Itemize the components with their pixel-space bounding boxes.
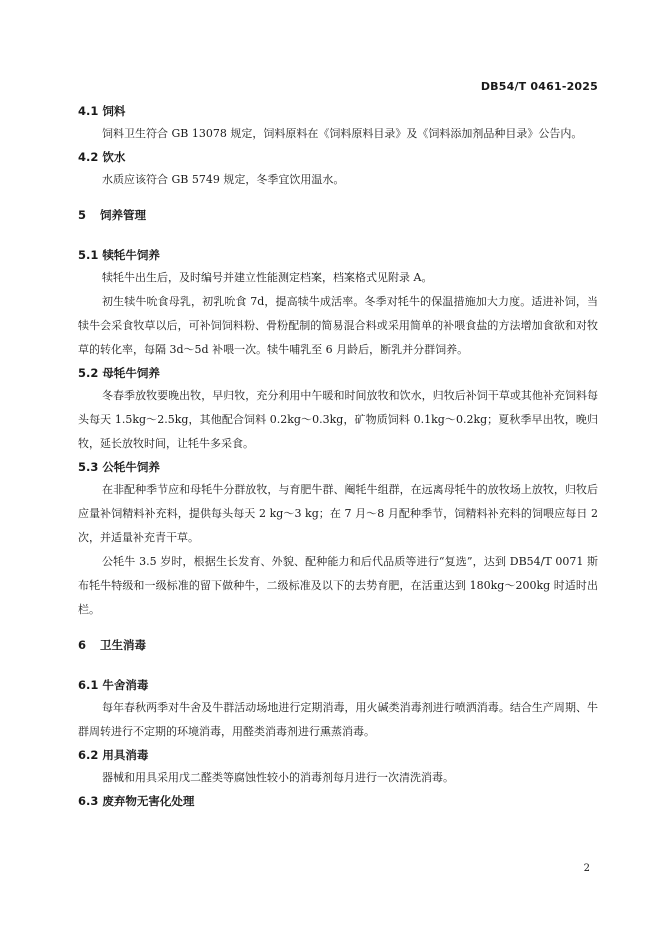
heading-5-3: 5.3 公牦牛饲养	[78, 460, 160, 474]
heading-6-3: 6.3 废弃物无害化处理	[78, 794, 195, 808]
paragraph: 公牦牛 3.5 岁时，根据生长发育、外貌、配种能力和后代品质等进行“复选”，达到 DB54/T 0071 斯布牦牛特级和一级标准的留下做种牛，二级标准及以下的去势育肥，在活重达到 180kg～200kg 时适时出栏。	[78, 555, 598, 616]
paragraph: 冬春季放牧要晚出牧，早归牧，充分利用中午暖和时间放牧和饮水，归牧后补饲干草或其他补充饲料每头每天 1.5kg～2.5kg，其他配合饲料 0.2kg～0.3kg，矿物质饲料 0.1kg～0.2kg；夏秋季早出牧，晚归牧，延长放牧时间，让牦牛多采食。	[78, 389, 598, 450]
section-number: 6	[78, 638, 87, 652]
heading-5-1: 5.1 犊牦牛饲养	[78, 248, 160, 262]
paragraph: 每年春秋两季对牛舍及牛群活动场地进行定期消毒，用火碱类消毒剂进行喷洒消毒。结合生产周期、牛群周转进行不定期的环境消毒，用醛类消毒剂进行熏蒸消毒。	[78, 701, 598, 738]
paragraph: 犊牦牛出生后，及时编号并建立性能测定档案，档案格式见附录 A。	[102, 271, 433, 284]
heading-4-1: 4.1 饲料	[78, 104, 126, 118]
section-title: 卫生消毒	[100, 638, 146, 652]
heading-6-1: 6.1 牛舍消毒	[78, 678, 149, 692]
document-code: DB54/T 0461-2025	[480, 80, 598, 93]
heading-6-2: 6.2 用具消毒	[78, 748, 149, 762]
heading-5-2: 5.2 母牦牛饲养	[78, 366, 160, 380]
paragraph: 饲料卫生符合 GB 13078 规定，饲料原料在《饲料原料目录》及《饲料添加剂品种目录》公告内。	[102, 127, 583, 140]
heading-6	[78, 634, 598, 656]
paragraph: 水质应该符合 GB 5749 规定，冬季宜饮用温水。	[102, 173, 345, 186]
section-number: 5	[78, 208, 87, 222]
heading-4-2: 4.2 饮水	[78, 150, 126, 164]
document-body	[78, 100, 598, 812]
section-title: 饲养管理	[100, 208, 146, 222]
paragraph: 器械和用具采用戊二醛类等腐蚀性较小的消毒剂每月进行一次清洗消毒。	[102, 771, 454, 784]
paragraph: 在非配种季节应和母牦牛分群放牧，与育肥牛群、阉牦牛组群，在远离母牦牛的放牧场上放牧，归牧后应量补饲精料补充料，提供每头每天 2 kg～3 kg；在 7 月～8 月配种季节，饲精料补充料的饲喂应每日 2 次，并适量补充青干草。	[78, 483, 598, 544]
paragraph: 初生犊牛吮食母乳，初乳吮食 7d，提高犊牛成活率。冬季对牦牛的保温措施加大力度。适进补饲，当犊牛会采食牧草以后，可补饲饲料粉、骨粉配制的简易混合料或采用简单的补喂食盐的方法增加食欲和对牧草的转化率，每隔 3d～5d 补喂一次。犊牛哺乳至 6 月龄后，断乳并分群饲养。	[78, 295, 598, 356]
heading-5	[78, 204, 598, 226]
page-number: 2	[583, 863, 590, 874]
